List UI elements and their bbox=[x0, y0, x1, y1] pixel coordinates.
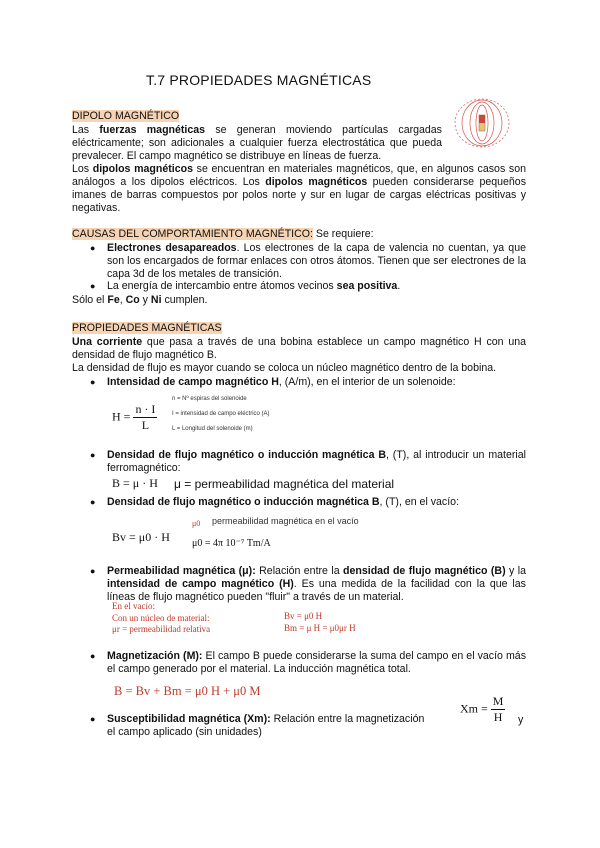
sus-y-connector: y bbox=[518, 714, 524, 726]
permeabilidad-item: Permeabilidad magnética (μ): Relación entre la densidad de flujo magnético (B) y la intensidad de campo magnético (H). Es una medida de la facilidad con la que las líneas de flujo magnético pueden "fluir" a través de un material. bbox=[107, 565, 527, 603]
densidad-flujo-material-item: Densidad de flujo magnético o inducción magnética B, (T), al introducir un material ferromagnético: bbox=[107, 449, 526, 474]
bullet-icon: ● bbox=[90, 497, 96, 507]
perm-left-notes: En el vacío: Con un núcleo de material: μr = permeabilidad relativa bbox=[112, 601, 211, 634]
dipolo-paragraph-1: Las fuerzas magnéticas se generan moviendo partículas cargadas eléctricamente; son adicionales a cualquier fuerza electrostática que pueda prevalecer. El campo magnético se distribuye en líneas de fuerza. bbox=[72, 124, 442, 162]
mu0-symbol: μ0 bbox=[192, 519, 201, 528]
susceptibilidad-item: Susceptibilidad magnética (Xm): Relación entre la magnetización el campo aplicado (sin unidades) bbox=[107, 713, 425, 738]
bullet-icon: ● bbox=[90, 651, 96, 661]
perm-right-formulas: Bv = μ0 H Bm = μ H = μ0μr H bbox=[284, 611, 356, 633]
bullet-icon: ● bbox=[90, 243, 96, 253]
causas-bullet-2: La energía de intercambio entre átomos vecinos sea positiva. bbox=[107, 280, 401, 292]
causas-conclusion: Sólo el Fe, Co y Ni cumplen. bbox=[72, 294, 208, 306]
h-legend-l: L = Longitud del solenoide (m) bbox=[172, 426, 253, 432]
props-paragraph-2: La densidad de flujo es mayor cuando se coloca un núcleo magnético dentro de la bobina. bbox=[72, 362, 497, 374]
props-paragraph-1: Una corriente que pasa a través de una bobina establece un campo magnético H con una densidad de flujo magnético B. bbox=[72, 336, 527, 361]
h-formula: H = $\frac{n \cdot I}{L}$ bbox=[112, 402, 156, 432]
section-heading-propiedades: PROPIEDADES MAGNÉTICAS bbox=[72, 322, 222, 334]
bullet-icon: ● bbox=[90, 450, 96, 460]
section-heading-dipolo: DIPOLO MAGNÉTICO bbox=[72, 110, 180, 122]
h-legend-n: n = Nº espiras del solenoide bbox=[172, 396, 247, 402]
page-title: T.7 PROPIEDADES MAGNÉTICAS bbox=[146, 72, 372, 88]
bullet-icon: ● bbox=[90, 281, 96, 291]
intensidad-campo-item: Intensidad de campo magnético H, (A/m), en el interior de un solenoide: bbox=[107, 376, 456, 388]
b-mu-label: μ = permeabilidad magnética del material bbox=[174, 477, 395, 491]
bullet-icon: ● bbox=[90, 566, 96, 576]
mag-formula: B = Bv + Bm = μ0 H + μ0 M bbox=[114, 684, 261, 698]
mu0-value: μ0 = 4π 10⁻⁷ Tm/A bbox=[192, 538, 271, 549]
causas-bullet-1: Electrones desapareados. Los electrones de la capa de valencia no cuentan, ya que son los encargados de formar enlaces con otros átomos. Tienen que ser electrones de la capa 3d de los metales de transición. bbox=[107, 242, 526, 280]
dipolo-paragraph-2: Los dipolos magnéticos se encuentran en materiales magnéticos, que, en algunos casos son análogos a los dipolos eléctricos. Los dipolos magnéticos pueden considerarse pequeños imanes de barras compuestos por polos norte y sur en lugar de cargas eléctricas positivas y negativas. bbox=[72, 163, 526, 214]
bullet-icon: ● bbox=[90, 714, 96, 724]
xm-formula: Xm = $\frac{M}{H}$ bbox=[460, 694, 504, 724]
densidad-flujo-vacio-item: Densidad de flujo magnético o inducción magnética B, (T), en el vacío: bbox=[107, 496, 460, 508]
h-legend-i: I = intensidad de campo eléctrico (A) bbox=[172, 411, 270, 417]
b-formula: B = μ · H bbox=[112, 476, 158, 490]
bullet-icon: ● bbox=[90, 377, 96, 387]
dipole-field-icon bbox=[452, 98, 512, 148]
section-heading-causas: CAUSAS DEL COMPORTAMIENTO MAGNÉTICO: Se requiere: bbox=[72, 228, 374, 240]
magnetizacion-item: Magnetización (M): El campo B puede considerarse la suma del campo en el vacío más el campo generado por el material. La inducción magnética total. bbox=[107, 650, 526, 675]
bv-formula: Bv = μ0 · H bbox=[112, 530, 170, 544]
mu0-label: permeabilidad magnética en el vacío bbox=[212, 516, 359, 526]
